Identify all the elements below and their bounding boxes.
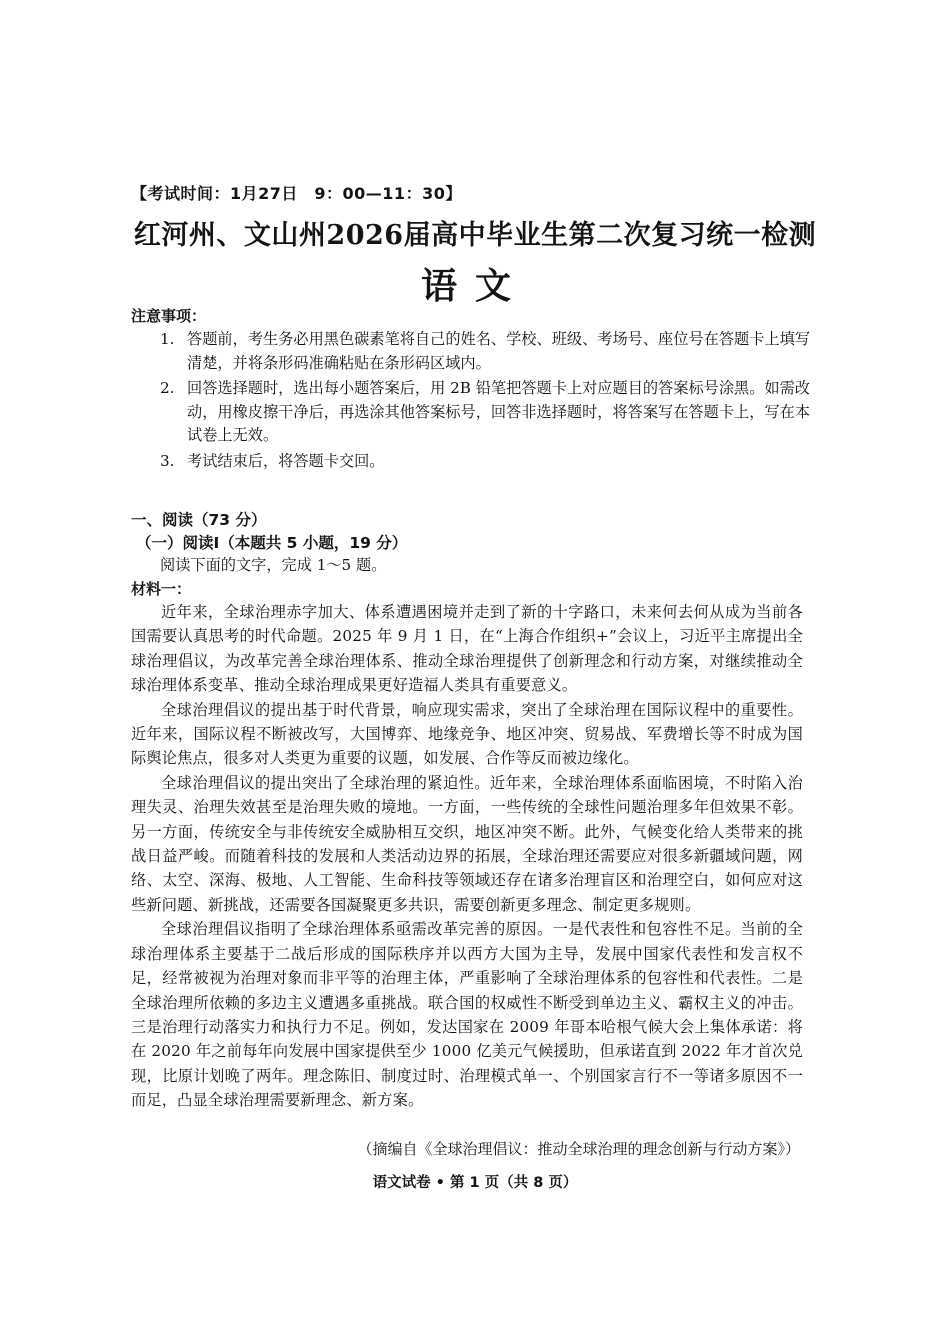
notice-number: 3.: [160, 451, 175, 470]
notice-text: 答题前，考生务必用黑色碳素笔将自己的姓名、学校、班级、考场号、座位号在答题卡上填写清楚，并将条形码准确粘贴在条形码区域内。: [187, 330, 810, 372]
passage-paragraph: 全球治理倡议的提出基于时代背景，响应现实需求，突出了全球治理在国际议程中的重要性。近年来，国际议程不断被改写，大国博弈、地缘竞争、地区冲突、贸易战、军费增长等不时成为国际舆论焦点，很多对人类更为重要的议题，如发展、合作等反而被边缘化。: [131, 700, 803, 768]
notice-item: [160, 377, 810, 448]
notice-text: 考试结束后，将答题卡交回。: [187, 451, 385, 470]
material-label: 材料一：: [131, 580, 192, 598]
passage-paragraph: 全球治理倡议的提出突出了全球治理的紧迫性。近年来，全球治理体系面临困境，不时陷入治理失灵、治理失效甚至是治理失败的境地。一方面，一些传统的全球性问题治理多年但效果不彰。另一方面，传统安全与非传统安全威胁相互交织，地区冲突不断。此外，气候变化给人类带来的挑战日益严峻。而随着科技的发展和人类活动边界的拓展，全球治理还需要应对很多新疆域问题，网络、太空、深海、极地、人工智能、生命科技等领域还存在诸多治理盲区和治理空白，如何应对这些新问题、新挑战，还需要各国凝聚更多共识，需要创新更多理念、制定更多规则。: [131, 773, 803, 914]
exam-title: 红河州、文山州2026届高中毕业生第二次复习统一检测: [133, 220, 817, 251]
notice-number: 2.: [160, 379, 175, 398]
notice-item: [160, 450, 810, 474]
passage-source: （摘编自《全球治理倡议：推动全球治理的理念创新与行动方案》）: [357, 1140, 800, 1158]
notices-heading: 注意事项：: [131, 307, 207, 325]
subsection-heading: （一）阅读Ⅰ（本题共 5 小题，19 分）: [136, 534, 408, 552]
subject-title: 语文: [420, 265, 529, 307]
reading-instruction: 阅读下面的文字，完成 1～5 题。: [160, 556, 387, 574]
passage-paragraph: 全球治理倡议指明了全球治理体系亟需改革完善的原因。一是代表性和包容性不足。当前的全球治理体系主要基于二战后形成的国际秩序并以西方大国为主导，发展中国家代表性和发言权不足，经常被视为治理对象而非平等的治理主体，严重影响了全球治理体系的包容性和代表性。二是全球治理所依赖的多边主义遭遇多重挑战。联合国的权威性不断受到单边主义、霸权主义的冲击。三是治理行动落实力和执行力不足。例如，发达国家在 2009 年哥本哈根气候大会上集体承诺：将在 2020 年之前每年向发展中国家提供至少 1000 亿美元气候援助，但承诺直到 2022 年才首次兑现，比原计划晚了两年。理念陈旧、制度过时、治理模式单一、个别国家言行不一等诸多原因不一而足，凸显全球治理需要新理念、新方案。: [131, 920, 803, 1110]
notices-list: [160, 328, 810, 476]
page-footer: 语文试卷 • 第 1 页（共 8 页）: [372, 1175, 578, 1191]
exam-time: 【考试时间：1月27日 9：00—11：30】: [131, 184, 462, 203]
notice-text: 回答选择题时，选出每小题答案后，用 2B 铅笔把答题卡上对应题目的答案标号涂黑。如需改动，用橡皮擦干净后，再选涂其他答案标号，回答非选择题时，将答案写在答题卡上，写在本试卷上无效。: [187, 379, 810, 445]
passage-paragraph: 近年来，全球治理赤字加大、体系遭遇困境并走到了新的十字路口，未来何去何从成为当前各国需要认真思考的时代命题。2025 年 9 月 1 日，在“上海合作组织+”会议上，习近平主席提出全球治理倡议，为改革完善全球治理体系、推动全球治理提供了创新理念和行动方案，对继续推动全球治理体系变革、推动全球治理成果更好造福人类具有重要意义。: [131, 603, 803, 695]
section-heading: 一、阅读（73 分）: [131, 511, 267, 529]
notice-number: 1.: [160, 330, 175, 348]
reading-passage: [131, 600, 803, 1113]
notice-item: [160, 328, 810, 375]
